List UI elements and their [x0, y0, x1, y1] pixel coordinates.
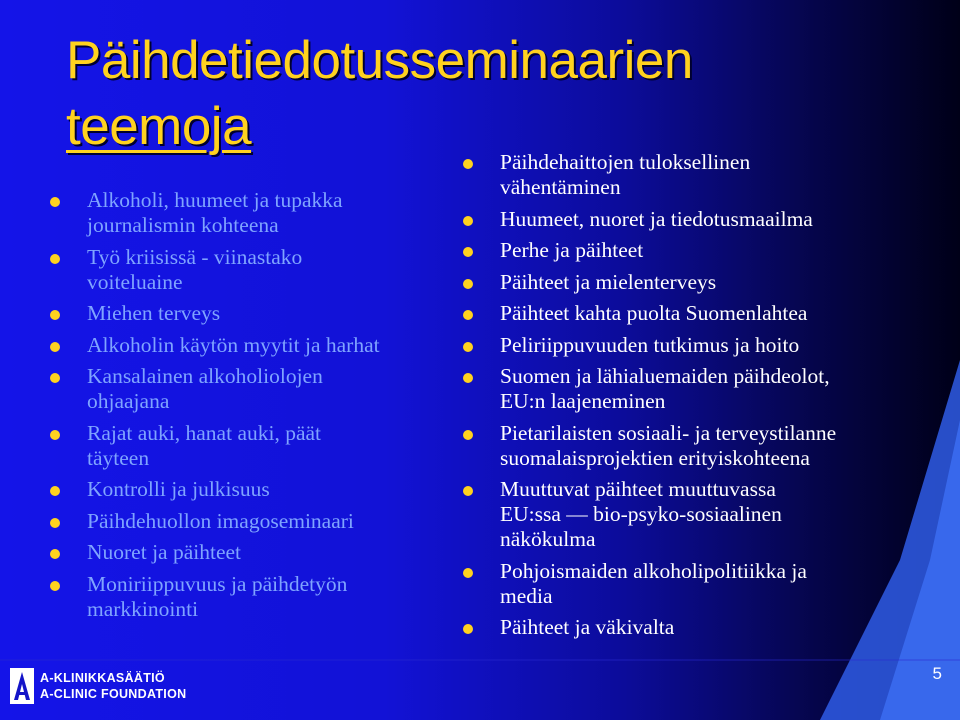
list-item-text: Miehen terveys — [87, 301, 221, 325]
list-item-text: Peliriippuvuuden tutkimus ja hoito — [500, 332, 800, 357]
list-item-text: media — [500, 583, 553, 608]
list-item — [463, 364, 933, 414]
list-item-text: täyteen — [87, 445, 150, 470]
list-item — [463, 477, 933, 552]
bullet-dot-icon — [463, 247, 473, 257]
list-item-text: Huumeet, nuoret ja tiedotusmaailma — [500, 206, 813, 231]
bullet-dot-icon — [463, 279, 473, 289]
a-clinic-foundation-logo — [10, 662, 188, 710]
list-item-text: journalismin kohteena — [87, 213, 279, 237]
bullet-dot-icon — [50, 486, 60, 496]
bullet-dot-icon — [463, 216, 473, 226]
left-topic-list — [50, 188, 470, 628]
bullet-dot-icon — [50, 254, 60, 264]
list-item-text: Päihteet ja väkivalta — [500, 615, 675, 639]
list-item — [50, 540, 470, 565]
logo-line-2: A-CLINIC FOUNDATION — [40, 687, 187, 701]
slide-title — [66, 28, 826, 160]
list-item — [50, 333, 470, 358]
title-line-2: teemoja — [66, 97, 252, 156]
list-item-text: näkökulma — [500, 527, 596, 551]
list-item — [463, 301, 933, 326]
list-item-text: suomalaisprojektien erityiskohteena — [500, 445, 810, 470]
list-item — [50, 572, 470, 622]
list-item — [50, 245, 470, 295]
bullet-dot-icon — [463, 310, 473, 320]
title-line-1: Päihdetiedotusseminaarien — [66, 31, 693, 90]
list-item-text: Päihdehuollon imagoseminaari — [87, 508, 354, 533]
right-topic-list — [463, 150, 933, 647]
list-item-text: Kontrolli ja julkisuus — [87, 477, 270, 501]
bullet-dot-icon — [50, 310, 60, 320]
bullet-dot-icon — [50, 549, 60, 559]
list-item — [463, 238, 933, 263]
bullet-dot-icon — [50, 373, 60, 383]
list-item — [463, 270, 933, 295]
list-item-text: Työ kriisissä - viinastako — [87, 244, 303, 269]
list-item-text: Alkoholin käytön myytit ja harhat — [87, 332, 380, 357]
bullet-dot-icon — [463, 624, 473, 634]
list-item-text: EU:n laajeneminen — [500, 389, 666, 413]
list-item — [463, 615, 933, 640]
bullet-dot-icon — [463, 430, 473, 440]
foundation-logo-icon — [10, 666, 34, 706]
page-number: 5 — [932, 664, 942, 683]
list-item-text: ohjaajana — [87, 389, 170, 413]
list-item-text: Päihteet kahta puolta Suomenlahtea — [500, 301, 808, 325]
bullet-dot-icon — [50, 581, 60, 591]
bullet-dot-icon — [463, 568, 473, 578]
bullet-dot-icon — [50, 430, 60, 440]
list-item-text: Suomen ja lähialuemaiden päihdeolot, — [500, 364, 830, 388]
list-item-text: Rajat auki, hanat auki, päät — [87, 420, 322, 445]
list-item — [463, 559, 933, 609]
list-item-text: Pietarilaisten sosiaali- ja terveystilanne — [500, 420, 837, 445]
bullet-dot-icon — [463, 373, 473, 383]
list-item — [50, 509, 470, 534]
logo-line-1: A-KLINIKKASÄÄTIÖ — [40, 671, 165, 685]
list-item — [463, 150, 933, 200]
list-item — [463, 333, 933, 358]
bullet-dot-icon — [463, 342, 473, 352]
list-item-text: Päihteet ja mielenterveys — [500, 269, 717, 294]
bullet-dot-icon — [50, 518, 60, 528]
list-item-text: Nuoret ja päihteet — [87, 540, 242, 564]
list-item-text: Alkoholi, huumeet ja tupakka — [87, 188, 343, 212]
list-item-text: Moniriippuvuus ja päihdetyön — [87, 571, 348, 596]
list-item-text: voiteluaine — [87, 269, 183, 294]
list-item-text: EU:ssa — bio-psyko-sosiaalinen — [500, 502, 782, 526]
list-item — [50, 477, 470, 502]
list-item-text: markkinointi — [87, 596, 199, 621]
list-item-text: vähentäminen — [500, 175, 621, 199]
bullet-dot-icon — [50, 342, 60, 352]
list-item-text: Perhe ja päihteet — [500, 238, 644, 262]
list-item-text: Kansalainen alkoholiolojen — [87, 364, 323, 388]
bullet-dot-icon — [463, 486, 473, 496]
list-item-text: Pohjoismaiden alkoholipolitiikka ja — [500, 558, 807, 583]
bullet-dot-icon — [50, 197, 60, 207]
bullet-dot-icon — [463, 159, 473, 169]
list-item — [463, 421, 933, 471]
list-item — [50, 421, 470, 471]
list-item — [463, 207, 933, 232]
list-item-text: Muuttuvat päihteet muuttuvassa — [500, 477, 776, 501]
list-item — [50, 364, 470, 414]
list-item-text: Päihdehaittojen tuloksellinen — [500, 150, 751, 174]
list-item — [50, 301, 470, 326]
list-item — [50, 188, 470, 238]
